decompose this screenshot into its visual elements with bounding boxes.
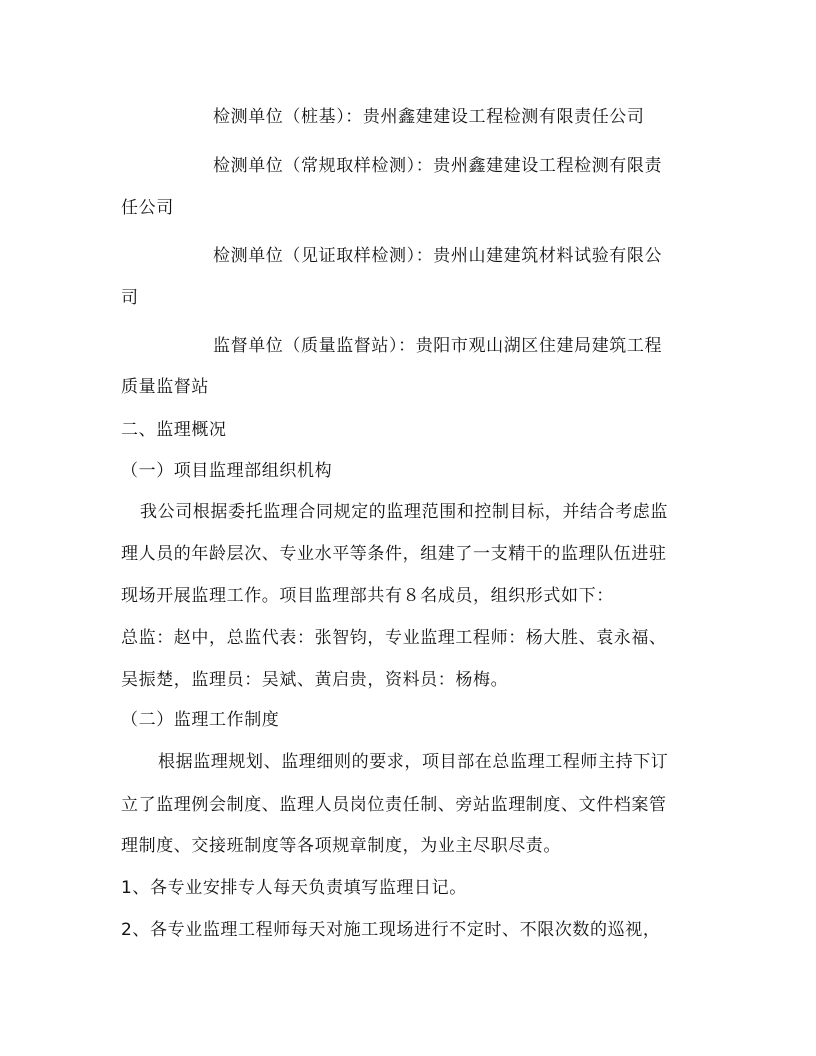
staff-line: 吴振楚，监理员：吴斌、黄启贵，资料员：杨梅。	[121, 670, 509, 690]
system-paragraph-line: 立了监理例会制度、监理人员岗位责任制、旁站监理制度、文件档案管	[121, 795, 667, 815]
unit-witness-sampling-line: 检测单位（见证取样检测）：贵州山建建筑材料试验有限公	[213, 246, 663, 266]
unit-supervision-station-line: 监督单位（质量监督站）：贵阳市观山湖区住建局建筑工程	[213, 336, 663, 356]
org-paragraph-line: 现场开展监理工作。项目监理部共有８名成员，组织形式如下：	[121, 586, 614, 606]
unit-witness-sampling-continuation: 司	[121, 288, 139, 308]
numbered-item: 1、各专业安排专人每天负责填写监理日记。	[121, 878, 467, 898]
section-heading: 二、监理概况	[121, 420, 227, 440]
org-paragraph-line: 我公司根据委托监理合同规定的监理范围和控制目标，并结合考虑监	[140, 502, 668, 522]
unit-supervision-station-continuation: 质量监督站	[121, 377, 209, 397]
subsection-heading-work-system: （二）监理工作制度	[121, 710, 280, 730]
subsection-heading-organization: （一）项目监理部组织机构	[121, 461, 333, 481]
numbered-item: 2、各专业监理工程师每天对施工现场进行不定时、不限次数的巡视，	[121, 920, 661, 940]
unit-routine-sampling-continuation: 任公司	[121, 198, 174, 218]
org-paragraph-line: 理人员的年龄层次、专业水平等条件，组建了一支精干的监理队伍进驻	[121, 544, 667, 564]
unit-pile-foundation-line: 检测单位（桩基）：贵州鑫建建设工程检测有限责任公司	[213, 107, 645, 127]
system-paragraph-line: 理制度、交接班制度等各项规章制度，为业主尽职尽责。	[121, 836, 561, 856]
system-paragraph-line: 根据监理规划、监理细则的要求，项目部在总监理工程师主持下订	[158, 752, 669, 772]
staff-line: 总监：赵中，总监代表：张智钧，专业监理工程师：杨大胜、袁永福、	[121, 628, 667, 648]
unit-routine-sampling-line: 检测单位（常规取样检测）：贵州鑫建建设工程检测有限责	[213, 156, 663, 176]
